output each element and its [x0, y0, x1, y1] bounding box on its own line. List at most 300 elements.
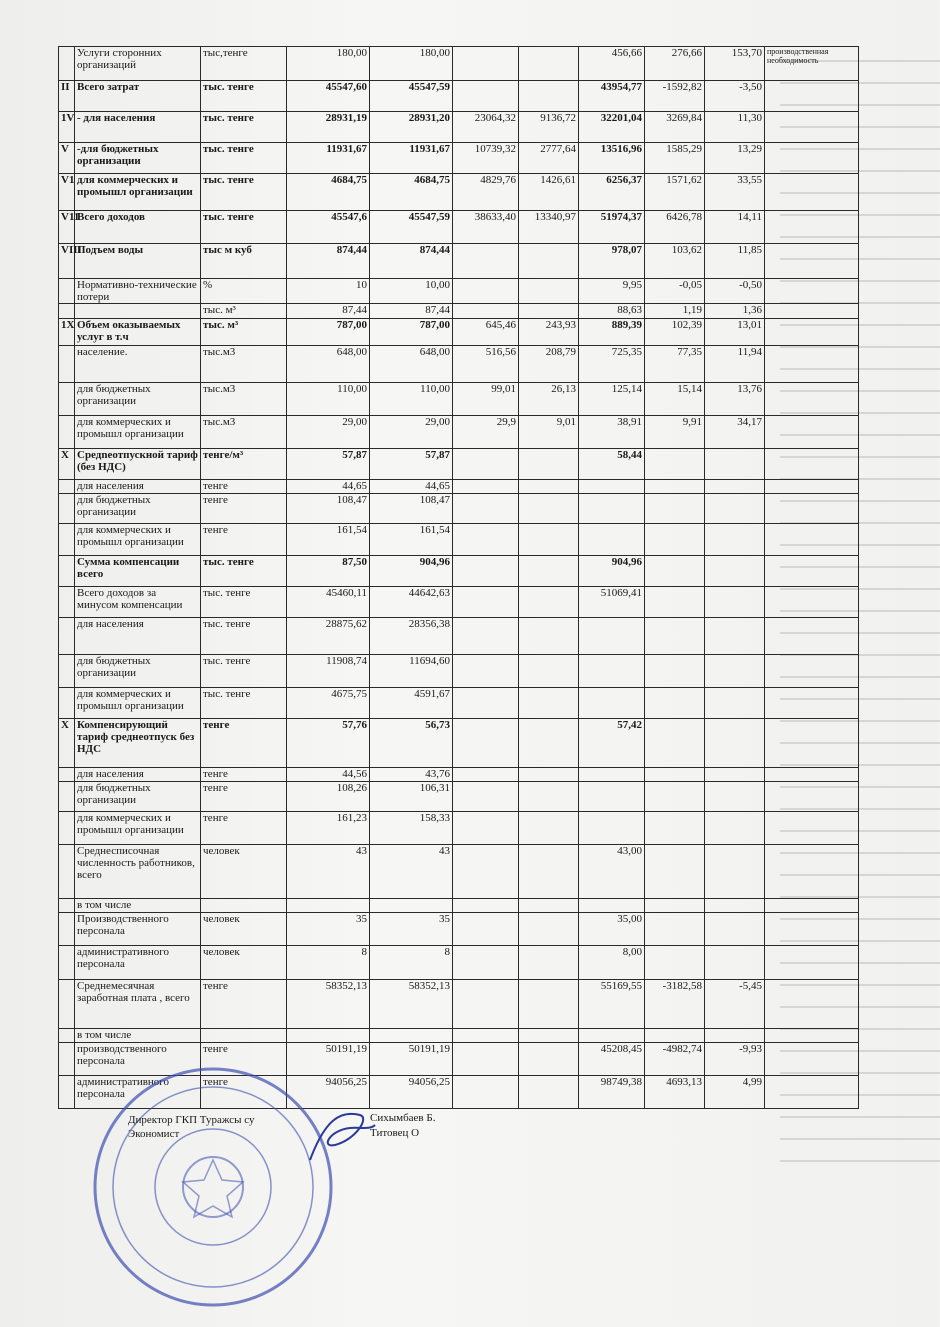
value-cell	[579, 688, 645, 719]
value-cell	[519, 524, 579, 556]
value-cell: 32201,04	[579, 112, 645, 143]
row-code	[59, 346, 75, 383]
row-unit: тыс. тенге	[201, 655, 287, 688]
row-unit: тыс.м3	[201, 346, 287, 383]
row-code	[59, 416, 75, 449]
row-label: для коммерческих и промышл организации	[75, 174, 201, 211]
value-cell: 38,91	[579, 416, 645, 449]
value-cell: 1426,61	[519, 174, 579, 211]
row-label: Подъем воды	[75, 244, 201, 279]
table-row	[59, 845, 859, 899]
value-cell	[705, 587, 765, 618]
row-code: X	[59, 719, 75, 768]
value-cell	[519, 1076, 579, 1109]
row-unit: тыс.м3	[201, 383, 287, 416]
value-cell	[705, 812, 765, 845]
value-cell: 11931,67	[370, 143, 453, 174]
row-note	[765, 768, 859, 782]
table-row	[59, 211, 859, 244]
row-note	[765, 304, 859, 319]
value-cell: 180,00	[370, 47, 453, 81]
row-code	[59, 913, 75, 946]
value-cell	[370, 1029, 453, 1043]
value-cell: 28931,19	[287, 112, 370, 143]
row-note	[765, 1076, 859, 1109]
row-code	[59, 980, 75, 1029]
value-cell: 102,39	[645, 319, 705, 346]
value-cell	[453, 524, 519, 556]
value-cell: -0,05	[645, 279, 705, 304]
value-cell: 8	[370, 946, 453, 980]
value-cell	[645, 768, 705, 782]
value-cell	[453, 655, 519, 688]
economist-title: Экономист	[128, 1128, 180, 1140]
value-cell	[453, 782, 519, 812]
value-cell: 10	[287, 279, 370, 304]
row-code	[59, 618, 75, 655]
value-cell	[645, 618, 705, 655]
value-cell: 58352,13	[287, 980, 370, 1029]
value-cell: 158,33	[370, 812, 453, 845]
value-cell	[453, 1076, 519, 1109]
row-label: Всего доходов за минусом компенсации	[75, 587, 201, 618]
value-cell: 94056,25	[287, 1076, 370, 1109]
row-label: для бюджетных организации	[75, 494, 201, 524]
row-note	[765, 1043, 859, 1076]
value-cell	[705, 845, 765, 899]
value-cell	[645, 556, 705, 587]
row-code: 1V	[59, 112, 75, 143]
value-cell: 9,01	[519, 416, 579, 449]
value-cell: 161,54	[287, 524, 370, 556]
table-row	[59, 383, 859, 416]
row-code	[59, 480, 75, 494]
value-cell	[453, 899, 519, 913]
row-code	[59, 524, 75, 556]
row-note	[765, 782, 859, 812]
value-cell	[705, 913, 765, 946]
value-cell	[453, 812, 519, 845]
value-cell: 4,99	[705, 1076, 765, 1109]
value-cell	[453, 81, 519, 112]
row-unit: человек	[201, 946, 287, 980]
row-note	[765, 279, 859, 304]
value-cell: -1592,82	[645, 81, 705, 112]
row-unit: человек	[201, 845, 287, 899]
row-note	[765, 211, 859, 244]
value-cell: -0,50	[705, 279, 765, 304]
value-cell	[645, 1029, 705, 1043]
value-cell	[645, 899, 705, 913]
value-cell	[579, 1029, 645, 1043]
row-unit: тенге	[201, 980, 287, 1029]
row-code: II	[59, 81, 75, 112]
value-cell: 110,00	[370, 383, 453, 416]
value-cell	[705, 1029, 765, 1043]
row-unit: тыс. тенге	[201, 174, 287, 211]
value-cell: 11,94	[705, 346, 765, 383]
row-note	[765, 899, 859, 913]
value-cell: 648,00	[370, 346, 453, 383]
value-cell: 1571,62	[645, 174, 705, 211]
row-label: Компенсирующий тариф среднеотпуск без НДС	[75, 719, 201, 768]
value-cell: 106,31	[370, 782, 453, 812]
value-cell	[519, 1029, 579, 1043]
value-cell: 11,85	[705, 244, 765, 279]
value-cell: 4684,75	[370, 174, 453, 211]
row-note	[765, 319, 859, 346]
table-row	[59, 319, 859, 346]
value-cell	[645, 946, 705, 980]
row-note	[765, 913, 859, 946]
row-unit: человек	[201, 913, 287, 946]
value-cell: 33,55	[705, 174, 765, 211]
table-row	[59, 346, 859, 383]
value-cell: 103,62	[645, 244, 705, 279]
table-row	[59, 556, 859, 587]
value-cell: 10,00	[370, 279, 453, 304]
value-cell	[519, 556, 579, 587]
value-cell: 44,65	[370, 480, 453, 494]
value-cell	[645, 587, 705, 618]
row-unit: тенге	[201, 1043, 287, 1076]
value-cell: 57,87	[370, 449, 453, 480]
value-cell: 45547,60	[287, 81, 370, 112]
value-cell	[453, 980, 519, 1029]
row-unit: тенге/м³	[201, 449, 287, 480]
row-unit: тенге	[201, 524, 287, 556]
value-cell	[453, 304, 519, 319]
value-cell: 45547,6	[287, 211, 370, 244]
value-cell: 29,00	[370, 416, 453, 449]
row-label: для коммерческих и промышл организации	[75, 812, 201, 845]
value-cell	[453, 587, 519, 618]
value-cell	[453, 244, 519, 279]
table-row	[59, 524, 859, 556]
value-cell: 8	[287, 946, 370, 980]
value-cell: 45208,45	[579, 1043, 645, 1076]
value-cell: 28356,38	[370, 618, 453, 655]
row-label: административного персонала	[75, 1076, 201, 1109]
row-note	[765, 449, 859, 480]
row-code	[59, 383, 75, 416]
value-cell	[453, 618, 519, 655]
row-note	[765, 112, 859, 143]
table-row	[59, 618, 859, 655]
value-cell	[519, 81, 579, 112]
row-note	[765, 383, 859, 416]
value-cell: 50191,19	[287, 1043, 370, 1076]
row-note	[765, 618, 859, 655]
value-cell: 2777,64	[519, 143, 579, 174]
value-cell: 243,93	[519, 319, 579, 346]
row-code	[59, 899, 75, 913]
row-code: V	[59, 143, 75, 174]
row-note	[765, 655, 859, 688]
value-cell: 57,87	[287, 449, 370, 480]
table-row	[59, 480, 859, 494]
value-cell: 276,66	[645, 47, 705, 81]
value-cell: 645,46	[453, 319, 519, 346]
value-cell: -9,93	[705, 1043, 765, 1076]
value-cell: 87,44	[287, 304, 370, 319]
value-cell	[453, 47, 519, 81]
value-cell: 94056,25	[370, 1076, 453, 1109]
value-cell: 44642,63	[370, 587, 453, 618]
row-note	[765, 81, 859, 112]
value-cell	[519, 587, 579, 618]
value-cell: 648,00	[287, 346, 370, 383]
value-cell: 161,23	[287, 812, 370, 845]
value-cell	[645, 688, 705, 719]
row-label	[75, 304, 201, 319]
value-cell: 180,00	[287, 47, 370, 81]
value-cell: 56,73	[370, 719, 453, 768]
row-label: Сумма компенсации всего	[75, 556, 201, 587]
row-note	[765, 812, 859, 845]
table-row	[59, 244, 859, 279]
value-cell: 904,96	[579, 556, 645, 587]
value-cell: 26,13	[519, 383, 579, 416]
row-note	[765, 143, 859, 174]
value-cell: 38633,40	[453, 211, 519, 244]
row-unit: тыс. тенге	[201, 688, 287, 719]
value-cell	[705, 494, 765, 524]
row-note: производственная необходимость	[765, 47, 859, 81]
value-cell: 110,00	[287, 383, 370, 416]
value-cell	[645, 655, 705, 688]
row-note	[765, 556, 859, 587]
value-cell: 978,07	[579, 244, 645, 279]
value-cell: 9,91	[645, 416, 705, 449]
table-row	[59, 416, 859, 449]
table-row	[59, 279, 859, 304]
row-unit	[201, 1029, 287, 1043]
row-unit: тыс.м3	[201, 416, 287, 449]
value-cell	[519, 719, 579, 768]
row-note	[765, 587, 859, 618]
table-row	[59, 946, 859, 980]
row-code	[59, 587, 75, 618]
value-cell: 13516,96	[579, 143, 645, 174]
economist-name: Титовец О	[370, 1127, 420, 1139]
row-unit: тыс. тенге	[201, 81, 287, 112]
row-unit: тыс. тенге	[201, 618, 287, 655]
table-row	[59, 899, 859, 913]
table-row	[59, 782, 859, 812]
value-cell	[519, 913, 579, 946]
value-cell: 43	[370, 845, 453, 899]
value-cell: 4675,75	[287, 688, 370, 719]
row-note	[765, 524, 859, 556]
row-label: Нормативно-технические потери	[75, 279, 201, 304]
value-cell	[579, 899, 645, 913]
value-cell: 874,44	[370, 244, 453, 279]
row-unit: тыс м куб	[201, 244, 287, 279]
value-cell	[519, 782, 579, 812]
row-note	[765, 346, 859, 383]
value-cell	[519, 494, 579, 524]
value-cell: 14,11	[705, 211, 765, 244]
row-label: Всего доходов	[75, 211, 201, 244]
row-label: для коммерческих и промышл организации	[75, 416, 201, 449]
value-cell	[705, 449, 765, 480]
value-cell: 45547,59	[370, 211, 453, 244]
value-cell	[579, 812, 645, 845]
value-cell: 51069,41	[579, 587, 645, 618]
table-row	[59, 719, 859, 768]
value-cell	[519, 688, 579, 719]
table-row	[59, 980, 859, 1029]
value-cell	[579, 655, 645, 688]
value-cell: 9,95	[579, 279, 645, 304]
value-cell: 4684,75	[287, 174, 370, 211]
row-label: в том числе	[75, 1029, 201, 1043]
value-cell	[705, 946, 765, 980]
value-cell: -4982,74	[645, 1043, 705, 1076]
value-cell	[453, 719, 519, 768]
row-label: Объем оказываемых услуг в т.ч	[75, 319, 201, 346]
value-cell	[287, 1029, 370, 1043]
value-cell: 57,42	[579, 719, 645, 768]
row-code	[59, 1029, 75, 1043]
value-cell	[519, 1043, 579, 1076]
value-cell: 108,47	[287, 494, 370, 524]
value-cell	[453, 480, 519, 494]
value-cell	[519, 845, 579, 899]
value-cell: 1,36	[705, 304, 765, 319]
row-code	[59, 1076, 75, 1109]
row-note	[765, 416, 859, 449]
value-cell	[453, 688, 519, 719]
value-cell: -3,50	[705, 81, 765, 112]
row-unit: тыс. тенге	[201, 112, 287, 143]
row-label: -для бюджетных организации	[75, 143, 201, 174]
row-unit: тыс. м³	[201, 319, 287, 346]
value-cell	[579, 618, 645, 655]
row-code: 1X	[59, 319, 75, 346]
value-cell: 10739,32	[453, 143, 519, 174]
value-cell	[519, 279, 579, 304]
value-cell	[453, 845, 519, 899]
value-cell: 153,70	[705, 47, 765, 81]
table-row	[59, 812, 859, 845]
row-note	[765, 845, 859, 899]
table-row	[59, 47, 859, 81]
value-cell: 23064,32	[453, 112, 519, 143]
value-cell: 13,76	[705, 383, 765, 416]
table-row	[59, 587, 859, 618]
row-code	[59, 688, 75, 719]
value-cell	[519, 768, 579, 782]
row-unit: тыс. тенге	[201, 556, 287, 587]
value-cell	[705, 655, 765, 688]
row-note	[765, 494, 859, 524]
row-note	[765, 980, 859, 1029]
table-row	[59, 449, 859, 480]
table-row	[59, 655, 859, 688]
row-label: Среднемесячная заработная плата , всего	[75, 980, 201, 1029]
value-cell	[519, 655, 579, 688]
value-cell	[453, 946, 519, 980]
value-cell: 725,35	[579, 346, 645, 383]
value-cell: 904,96	[370, 556, 453, 587]
value-cell: 43,76	[370, 768, 453, 782]
value-cell	[705, 782, 765, 812]
director-name: Сихымбаев Б.	[370, 1112, 436, 1124]
row-code	[59, 1043, 75, 1076]
row-label: Среднесписочная численность работников, всего	[75, 845, 201, 899]
value-cell	[519, 304, 579, 319]
table-row	[59, 81, 859, 112]
row-label: для коммерческих и промышл организации	[75, 524, 201, 556]
table-row	[59, 112, 859, 143]
value-cell: 4591,67	[370, 688, 453, 719]
row-code	[59, 279, 75, 304]
row-label: для населения	[75, 768, 201, 782]
row-unit: тенге	[201, 494, 287, 524]
row-unit: тыс. м³	[201, 304, 287, 319]
value-cell: 28931,20	[370, 112, 453, 143]
value-cell: 29,9	[453, 416, 519, 449]
row-label: - для населения	[75, 112, 201, 143]
value-cell: 13,29	[705, 143, 765, 174]
value-cell: 57,76	[287, 719, 370, 768]
value-cell	[579, 480, 645, 494]
table-row	[59, 494, 859, 524]
value-cell	[519, 618, 579, 655]
value-cell	[645, 782, 705, 812]
value-cell: 15,14	[645, 383, 705, 416]
value-cell: 11,30	[705, 112, 765, 143]
row-label: для населения	[75, 480, 201, 494]
row-note	[765, 1029, 859, 1043]
value-cell: 9136,72	[519, 112, 579, 143]
table-row	[59, 768, 859, 782]
value-cell	[705, 688, 765, 719]
row-code	[59, 304, 75, 319]
row-unit: тенге	[201, 719, 287, 768]
value-cell	[645, 449, 705, 480]
value-cell: 516,56	[453, 346, 519, 383]
value-cell	[519, 244, 579, 279]
row-label: для бюджетных организации	[75, 782, 201, 812]
value-cell: 6426,78	[645, 211, 705, 244]
value-cell	[645, 480, 705, 494]
value-cell: 58,44	[579, 449, 645, 480]
value-cell: 45547,59	[370, 81, 453, 112]
row-label: для бюджетных организации	[75, 655, 201, 688]
row-note	[765, 480, 859, 494]
value-cell: 208,79	[519, 346, 579, 383]
row-code	[59, 946, 75, 980]
value-cell	[645, 845, 705, 899]
row-unit: тенге	[201, 782, 287, 812]
value-cell: 874,44	[287, 244, 370, 279]
value-cell	[705, 719, 765, 768]
value-cell: 108,47	[370, 494, 453, 524]
value-cell: 4829,76	[453, 174, 519, 211]
row-code	[59, 655, 75, 688]
value-cell: 13340,97	[519, 211, 579, 244]
value-cell	[453, 279, 519, 304]
row-code	[59, 768, 75, 782]
value-cell	[519, 480, 579, 494]
table-row	[59, 913, 859, 946]
row-code: VIII	[59, 244, 75, 279]
signature-mark	[300, 1100, 380, 1180]
table-row	[59, 304, 859, 319]
